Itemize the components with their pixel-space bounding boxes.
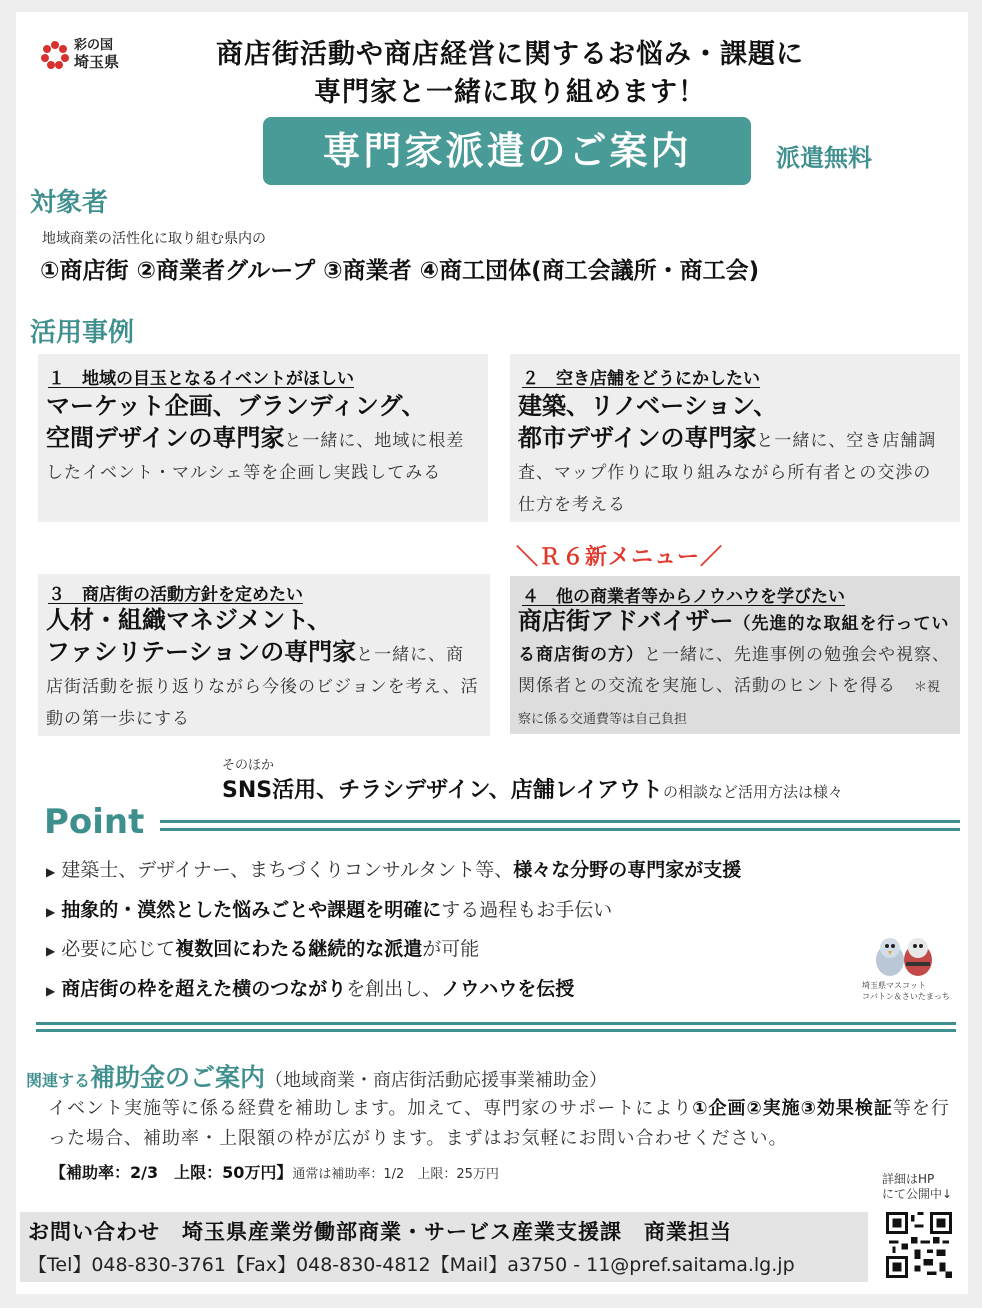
- contact-line2[interactable]: 【Tel】048-830-3761【Fax】048-830-4812【Mail】a3750 - 11@pref.saitama.lg.jp: [28, 1254, 795, 1276]
- contact-line1: お問い合わせ 埼玉県産業労働部商業・サービス産業支援課 商業担当: [28, 1220, 732, 1244]
- case-card-2: [510, 354, 960, 522]
- triangle-bullet-icon: ▶: [46, 944, 56, 958]
- case-2-title1: 建築、リノベーション、: [518, 392, 778, 420]
- hp-note: [882, 1172, 952, 1202]
- point-3-normal: 必要に応じて: [61, 938, 176, 960]
- headline-line2: 専門家と一緒に取り組めます！: [314, 77, 706, 108]
- target-heading: 対象者: [30, 188, 109, 218]
- point-1-normal: 建築士、デザイナー、まちづくりコンサルタント等、: [61, 859, 514, 881]
- mascot-caption: [862, 980, 958, 1002]
- case-1-text: と一緒に、地域に根差したイベント・マルシェ等を企画し実践してみる: [46, 431, 465, 483]
- case-2-body: [518, 422, 948, 521]
- case-1-title2: 空間デザインの専門家: [46, 424, 285, 452]
- case-2-text: と一緒に、空き店舗調査、マップ作りに取り組みながら所有者との交渉の仕方を考える: [518, 431, 937, 515]
- target-sub: 地域商業の活性化に取り組む県内の: [42, 231, 266, 247]
- case-3-body: [46, 636, 480, 735]
- triangle-bullet-icon: ▶: [46, 865, 56, 879]
- point-bullet-4: [46, 974, 574, 1001]
- subsidy-paren: （地域商業・商店街活動応援事業補助金）: [265, 1070, 608, 1091]
- case-3-text: と一緒に、商店街活動を振り返りながら今後のビジョンを考え、活動の第一歩にする: [46, 645, 479, 729]
- point-2-after: する過程もお手伝い: [441, 899, 613, 921]
- case-3-title2: ファシリテーションの専門家: [46, 638, 357, 666]
- other-small: そのほか: [222, 758, 275, 773]
- rate-bold: 【補助率：2/3 上限：50万円】: [50, 1163, 293, 1182]
- subsidy-body-b: ①企画②実施③効果検証: [692, 1098, 893, 1119]
- point-4-bold2: ノウハウを伝授: [441, 978, 575, 1000]
- case-4-title2-sub: （先進的な取組を行っている商店街の方）: [518, 614, 950, 665]
- subsidy-rule-bottom: [36, 1029, 956, 1032]
- logo-line1: 彩の国: [74, 38, 114, 53]
- case-4-note: ＊視察に係る交通費等は自己負担: [518, 680, 941, 727]
- point-heading: Point: [44, 802, 145, 842]
- mascot-caption-line1: 埼玉県マスコット: [862, 981, 926, 990]
- case-4-body: [518, 606, 950, 735]
- point-1-bold: 様々な分野の専門家が支援: [513, 859, 742, 881]
- hp-note-line1: 詳細はHP: [882, 1172, 935, 1186]
- point-bullet-1: [46, 855, 741, 882]
- case-2-title2: 都市デザインの専門家: [518, 424, 757, 452]
- case-1-title1: マーケット企画、ブランディング、: [46, 392, 426, 420]
- qr-code-icon[interactable]: [886, 1212, 952, 1278]
- case-2-heading: ２ 空き店舗をどうにかしたい: [522, 369, 760, 389]
- free-label: 派遣無料: [776, 144, 872, 172]
- target-main: ①商店街 ②商業者グループ ③商業者 ④商工団体(商工会議所・商工会): [40, 258, 760, 284]
- case-4-text: と一緒に、先進事例の勉強会や視察、関係者との交流を実施し、活動のヒントを得る: [518, 645, 950, 696]
- other-line: [222, 773, 843, 804]
- case-4-title2: 商店街アドバイザー: [518, 607, 734, 635]
- mascot-caption-line2: コバトン＆さいたまっち: [862, 992, 950, 1001]
- hp-note-line2: にて公開中↓: [882, 1187, 953, 1201]
- point-3-bold: 複数回にわたる継続的な派遣: [175, 938, 423, 960]
- case-1-heading: １ 地域の目玉となるイベントがほしい: [48, 369, 354, 389]
- rate-normal: 通常は補助率：1/2 上限：25万円: [292, 1167, 499, 1182]
- point-bullet-2: [46, 895, 612, 922]
- case-card-3: [38, 574, 490, 736]
- mascot-illustration-icon: [870, 932, 940, 978]
- point-4-bold: 商店街の枠を超えた横のつながり: [61, 978, 347, 1000]
- other-rest: の相談など活用方法は様々: [663, 783, 844, 801]
- other-bold: SNS活用、チラシデザイン、店舗レイアウト: [222, 778, 664, 803]
- subsidy-pre: 関連する: [26, 1071, 91, 1090]
- subsidy-heading: [26, 1058, 607, 1094]
- headline-line1: 商店街活動や商店経営に関するお悩み・課題に: [216, 39, 804, 70]
- triangle-bullet-icon: ▶: [46, 905, 56, 919]
- point-rule-bottom: [160, 828, 960, 831]
- logo-text: [74, 38, 119, 70]
- case-card-4: [510, 576, 960, 734]
- new-menu-label: ＼Ｒ６新メニュー／: [516, 545, 724, 570]
- subsidy-body-c: 等を行った場合、補助率・上限額の枠が広がります。まずはお気軽にお問い合わせください。: [48, 1098, 950, 1149]
- case-3-heading: ３ 商店街の活動方針を定めたい: [48, 585, 303, 605]
- subsidy-rate: [50, 1160, 499, 1183]
- point-4-after: を創出し、: [346, 978, 442, 1000]
- logo-line2: 埼玉県: [74, 53, 120, 71]
- point-rule-top: [160, 820, 960, 823]
- point-3-after: が可能: [422, 938, 480, 960]
- point-2-bold: 抽象的・漠然とした悩みごとや課題を明確に: [61, 899, 442, 921]
- subsidy-body-a: イベント実施等に係る経費を補助します。加えて、専門家のサポートにより: [48, 1098, 693, 1119]
- subsidy-body: [48, 1094, 954, 1154]
- subsidy-title: 補助金のご案内: [90, 1063, 266, 1092]
- cases-heading: 活用事例: [30, 318, 135, 348]
- main-title: 専門家派遣のご案内: [263, 117, 751, 185]
- saitama-logo-icon: [40, 40, 70, 70]
- case-3-title1: 人材・組織マネジメント、: [46, 606, 332, 634]
- case-4-heading: ４ 他の商業者等からノウハウを学びたい: [522, 587, 845, 607]
- point-bullet-3: [46, 934, 479, 961]
- case-card-1: [38, 354, 488, 522]
- subsidy-rule-top: [36, 1022, 956, 1025]
- triangle-bullet-icon: ▶: [46, 984, 56, 998]
- case-1-body: [46, 422, 476, 489]
